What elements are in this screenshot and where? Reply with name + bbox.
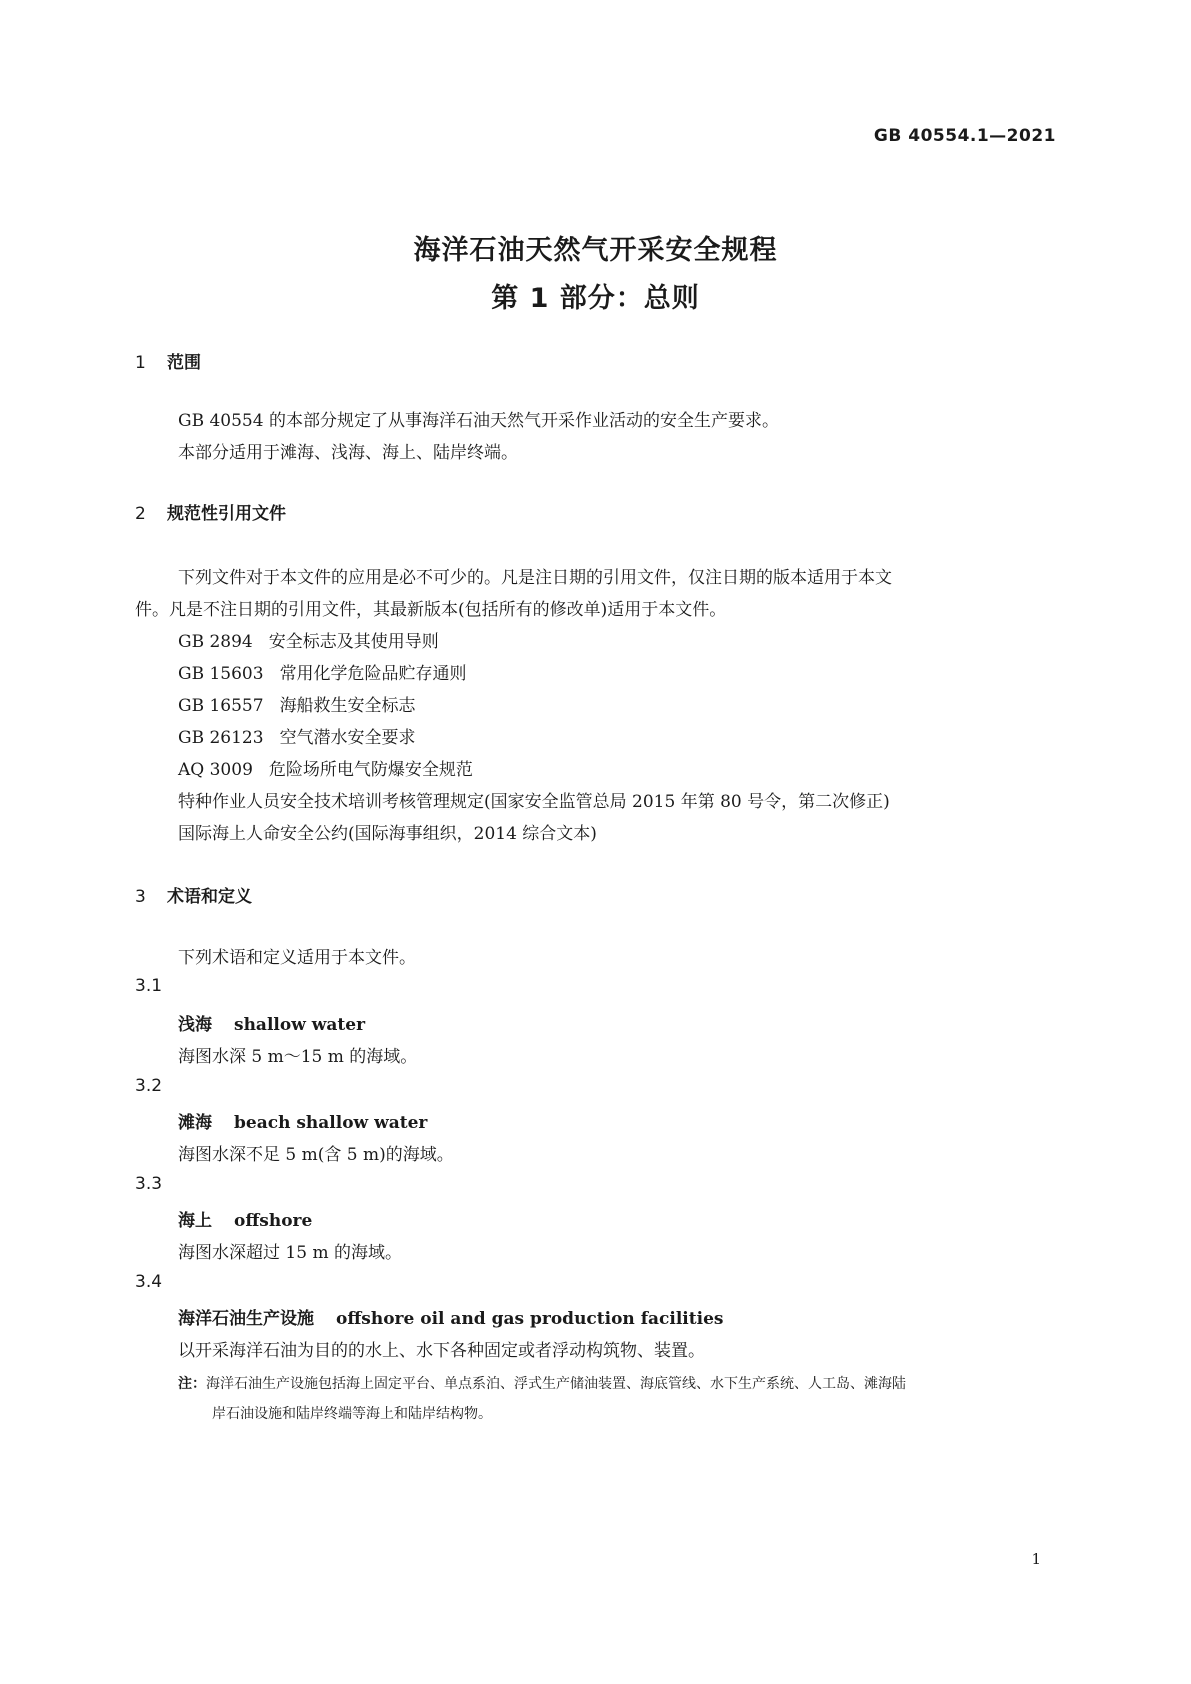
section-number: 2 (135, 504, 146, 524)
section-2-heading (135, 499, 286, 524)
term-zh: 海上 (178, 1211, 212, 1231)
standard-id: GB 40554.1—2021 (873, 126, 1056, 146)
reference-item (178, 691, 416, 716)
term-heading (178, 1010, 365, 1035)
section-1-heading (135, 348, 201, 373)
reference-title: 危险场所电气防爆安全规范 (268, 760, 473, 780)
reference-code: AQ 3009 (178, 760, 253, 780)
note-text-line-2: 岸石油设施和陆岸终端等海上和陆岸结构物。 (212, 1406, 492, 1422)
page-number: 1 (1031, 1550, 1041, 1568)
term-heading (178, 1206, 312, 1231)
term-en: offshore (234, 1211, 313, 1231)
reference-code: GB 15603 (178, 664, 264, 684)
scope-paragraph-1: GB 40554 的本部分规定了从事海洋石油天然气开采作业活动的安全生产要求。 (178, 411, 779, 431)
term-en: offshore oil and gas production facilities (336, 1309, 724, 1329)
reference-item (178, 755, 473, 780)
document-title: 海洋石油天然气开采安全规程 (413, 235, 778, 266)
scope-paragraph-2: 本部分适用于滩海、浅海、海上、陆岸终端。 (178, 443, 518, 463)
term-heading (178, 1304, 723, 1329)
term-definition: 海图水深 5 m～15 m 的海域。 (178, 1047, 418, 1067)
term-definition: 以开采海洋石油为目的的水上、水下各种固定或者浮动构筑物、装置。 (178, 1341, 705, 1361)
section-title: 规范性引用文件 (167, 504, 286, 524)
references-intro-line-1: 下列文件对于本文件的应用是必不可少的。凡是注日期的引用文件，仅注日期的版本适用于本文 (178, 568, 892, 588)
section-number: 3 (135, 887, 146, 907)
term-en: beach shallow water (234, 1113, 428, 1133)
reference-item (178, 627, 439, 652)
reference-item (178, 723, 416, 748)
term-zh: 浅海 (178, 1015, 212, 1035)
term-zh: 滩海 (178, 1113, 212, 1133)
reference-item: 特种作业人员安全技术培训考核管理规定(国家安全监管总局 2015 年第 80 号令，第二次修正) (178, 792, 890, 812)
note-text-line-1: 海洋石油生产设施包括海上固定平台、单点系泊、浮式生产储油装置、海底管线、水下生产系统、人工岛、滩海陆 (206, 1376, 906, 1392)
term-definition: 海图水深超过 15 m 的海域。 (178, 1243, 402, 1263)
reference-code: GB 16557 (178, 696, 264, 716)
reference-item: 国际海上人命安全公约(国际海事组织，2014 综合文本) (178, 824, 597, 844)
term-zh: 海洋石油生产设施 (178, 1309, 314, 1329)
section-title: 范围 (167, 353, 201, 373)
references-intro-line-2: 件。凡是不注日期的引用文件，其最新版本(包括所有的修改单)适用于本文件。 (135, 600, 727, 620)
reference-title: 海船救生安全标志 (279, 696, 416, 716)
document-subtitle: 第 1 部分：总则 (491, 283, 700, 314)
reference-item (178, 659, 467, 684)
terms-intro: 下列术语和定义适用于本文件。 (178, 948, 416, 968)
section-3-heading (135, 882, 252, 907)
clause-number: 3.2 (135, 1076, 163, 1096)
note-label: 注： (178, 1376, 206, 1392)
term-en: shallow water (234, 1015, 366, 1035)
section-title: 术语和定义 (167, 887, 252, 907)
term-definition: 海图水深不足 5 m(含 5 m)的海域。 (178, 1145, 454, 1165)
section-number: 1 (135, 353, 146, 373)
reference-code: GB 26123 (178, 728, 264, 748)
clause-number: 3.4 (135, 1272, 163, 1292)
reference-title: 安全标志及其使用导则 (268, 632, 439, 652)
reference-code: GB 2894 (178, 632, 253, 652)
reference-title: 空气潜水安全要求 (279, 728, 416, 748)
term-heading (178, 1108, 427, 1133)
clause-number: 3.1 (135, 976, 163, 996)
note (178, 1373, 906, 1393)
clause-number: 3.3 (135, 1174, 163, 1194)
reference-title: 常用化学危险品贮存通则 (279, 664, 467, 684)
